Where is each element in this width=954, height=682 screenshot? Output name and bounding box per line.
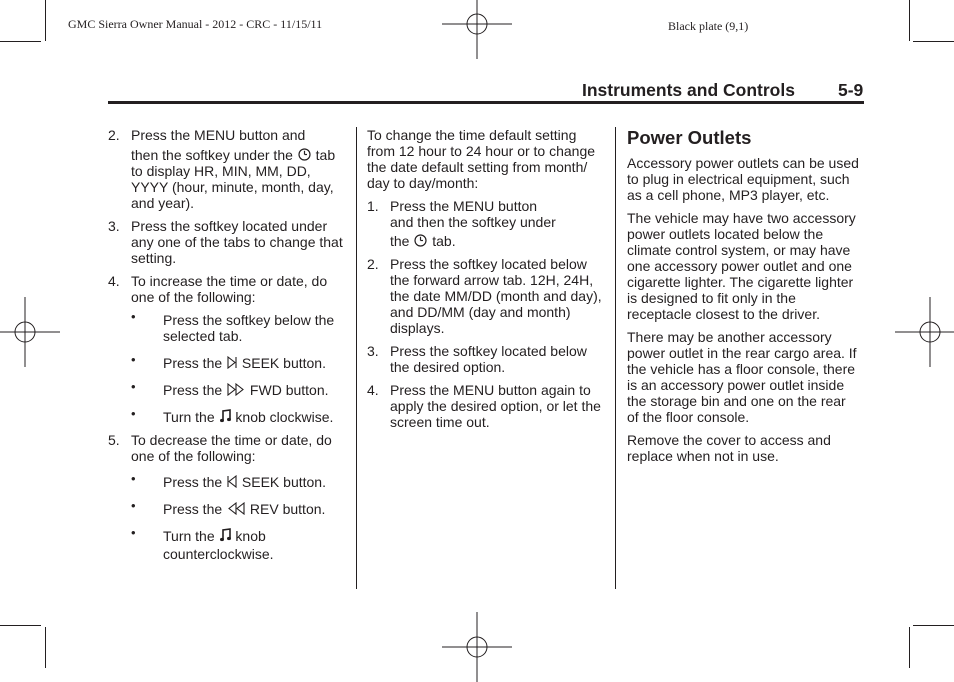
- bullet-text: Press the: [163, 382, 223, 398]
- item-number: 4.: [367, 382, 379, 398]
- crop-mark: [909, 627, 910, 668]
- bullet-text: FWD button.: [249, 382, 329, 398]
- registration-mark-icon: [442, 612, 512, 682]
- bullet: •: [131, 309, 136, 324]
- item-text: Press the softkey located below the forward arrow tab. 12H, 24H, the date MM/DD (month and day), and DD/MM (day and month) displays.: [390, 256, 602, 336]
- seek-back-icon: [227, 475, 237, 488]
- bullet: •: [131, 379, 136, 394]
- header-rule: [108, 101, 864, 104]
- bullet-item: [131, 379, 348, 398]
- crop-mark: [45, 0, 46, 41]
- intro-paragraph: To change the time default setting from 12 hour to 24 hour or to change the date default setting from month/ day to day/month:: [367, 127, 596, 191]
- bullet-text: SEEK button.: [241, 355, 326, 371]
- bullet-text: Turn the: [163, 409, 215, 425]
- list-item: [108, 127, 348, 211]
- slug-right: Black plate (9,1): [668, 19, 749, 33]
- item-text: [390, 233, 607, 249]
- column-3: [627, 127, 859, 471]
- crop-mark: [45, 627, 46, 668]
- bullet-text: Press the softkey below the selected tab.: [163, 312, 335, 344]
- paragraph: The vehicle may have two accessory power outlets located below the climate control system, or may have one accessory power outlet and one cigarette lighter. The cigarette lighter is designed to fit only in the receptacle closest to the driver.: [627, 210, 856, 322]
- item-text: To increase the time or date, do one of the following:: [131, 273, 328, 305]
- bullet-text: counterclockwise.: [163, 546, 274, 562]
- list-item: [367, 256, 607, 336]
- rewind-icon: [227, 502, 245, 515]
- item-number: 2.: [108, 127, 120, 143]
- registration-mark-icon: [442, 0, 512, 59]
- item-text: Press the MENU button: [390, 198, 538, 214]
- clock-icon: [298, 148, 311, 161]
- clock-icon: [414, 234, 427, 247]
- column-divider: [356, 127, 357, 589]
- list-item: [367, 343, 607, 375]
- music-note-icon: [220, 528, 231, 542]
- list-item: [108, 273, 348, 425]
- bullet-text: Press the: [163, 355, 223, 371]
- list-item: [108, 432, 348, 562]
- paragraph: Remove the cover to access and replace when not in use.: [627, 432, 831, 464]
- item-text: tab.: [432, 233, 456, 249]
- bullet-text: Press the: [163, 474, 223, 490]
- item-text: then the softkey under the: [131, 147, 293, 163]
- item-number: 3.: [108, 218, 120, 234]
- bullet-item: [131, 498, 348, 517]
- item-number: 3.: [367, 343, 379, 359]
- slug-left: GMC Sierra Owner Manual - 2012 - CRC - 11/15/11: [68, 17, 323, 31]
- bullet-item: [131, 352, 348, 371]
- item-text: tab: [315, 147, 336, 163]
- bullet: •: [131, 498, 136, 513]
- list-item: [367, 382, 607, 430]
- bullet-text: Turn the: [163, 528, 215, 544]
- paragraph: Accessory power outlets can be used to plug in electrical equipment, such as a cell phone, MP3 player, etc.: [627, 155, 859, 203]
- bullet-text: SEEK button.: [241, 474, 326, 490]
- column-2: [367, 127, 607, 437]
- item-text: Press the MENU button again to apply the desired option, or let the screen time out.: [390, 382, 601, 430]
- fast-forward-icon: [227, 383, 245, 396]
- column-divider: [615, 127, 616, 589]
- bullet: •: [131, 352, 136, 367]
- bullet: •: [131, 525, 136, 540]
- bullet-item: [131, 471, 348, 490]
- crop-mark: [913, 41, 954, 42]
- bullet: •: [131, 406, 136, 421]
- crop-mark: [913, 625, 954, 626]
- section-heading: Power Outlets: [627, 127, 752, 148]
- section-title: Instruments and Controls: [582, 80, 795, 100]
- registration-mark-icon: [895, 297, 954, 367]
- bullet-item: [131, 406, 348, 425]
- seek-forward-icon: [227, 356, 237, 369]
- crop-mark: [909, 0, 910, 41]
- item-number: 1.: [367, 198, 379, 214]
- list-item: [367, 198, 607, 249]
- item-number: 4.: [108, 273, 120, 289]
- list-item: [108, 218, 348, 266]
- page-number: 5-9: [838, 80, 864, 100]
- paragraph: There may be another accessory power outlet in the rear cargo area. If the vehicle has a floor console, there is an accessory power outlet inside the storage bin and one on the rear of the floor console.: [627, 329, 857, 425]
- item-text: [131, 147, 348, 211]
- column-1: [108, 127, 348, 573]
- registration-mark-icon: [0, 297, 60, 367]
- bullet-text: Press the: [163, 501, 223, 517]
- item-text: and then the softkey under: [390, 214, 556, 230]
- bullet: •: [131, 471, 136, 486]
- item-text: To decrease the time or date, do one of the following:: [131, 432, 332, 464]
- bullet-item: [131, 525, 348, 562]
- item-text: to display HR, MIN, MM, DD, YYYY (hour, minute, month, day, and year).: [131, 163, 334, 211]
- bullet-text: knob: [235, 528, 266, 544]
- item-number: 2.: [367, 256, 379, 272]
- bullet-item: [131, 309, 348, 344]
- item-text: Press the softkey located below the desired option.: [390, 343, 587, 375]
- bullet-text: REV button.: [249, 501, 326, 517]
- item-text: Press the MENU button and: [131, 127, 306, 143]
- item-text: Press the softkey located under any one of the tabs to change that setting.: [131, 218, 343, 266]
- music-note-icon: [220, 409, 231, 423]
- bullet-text: knob clockwise.: [235, 409, 334, 425]
- crop-mark: [0, 625, 41, 626]
- crop-mark: [0, 41, 41, 42]
- item-text: the: [390, 233, 410, 249]
- item-number: 5.: [108, 432, 120, 448]
